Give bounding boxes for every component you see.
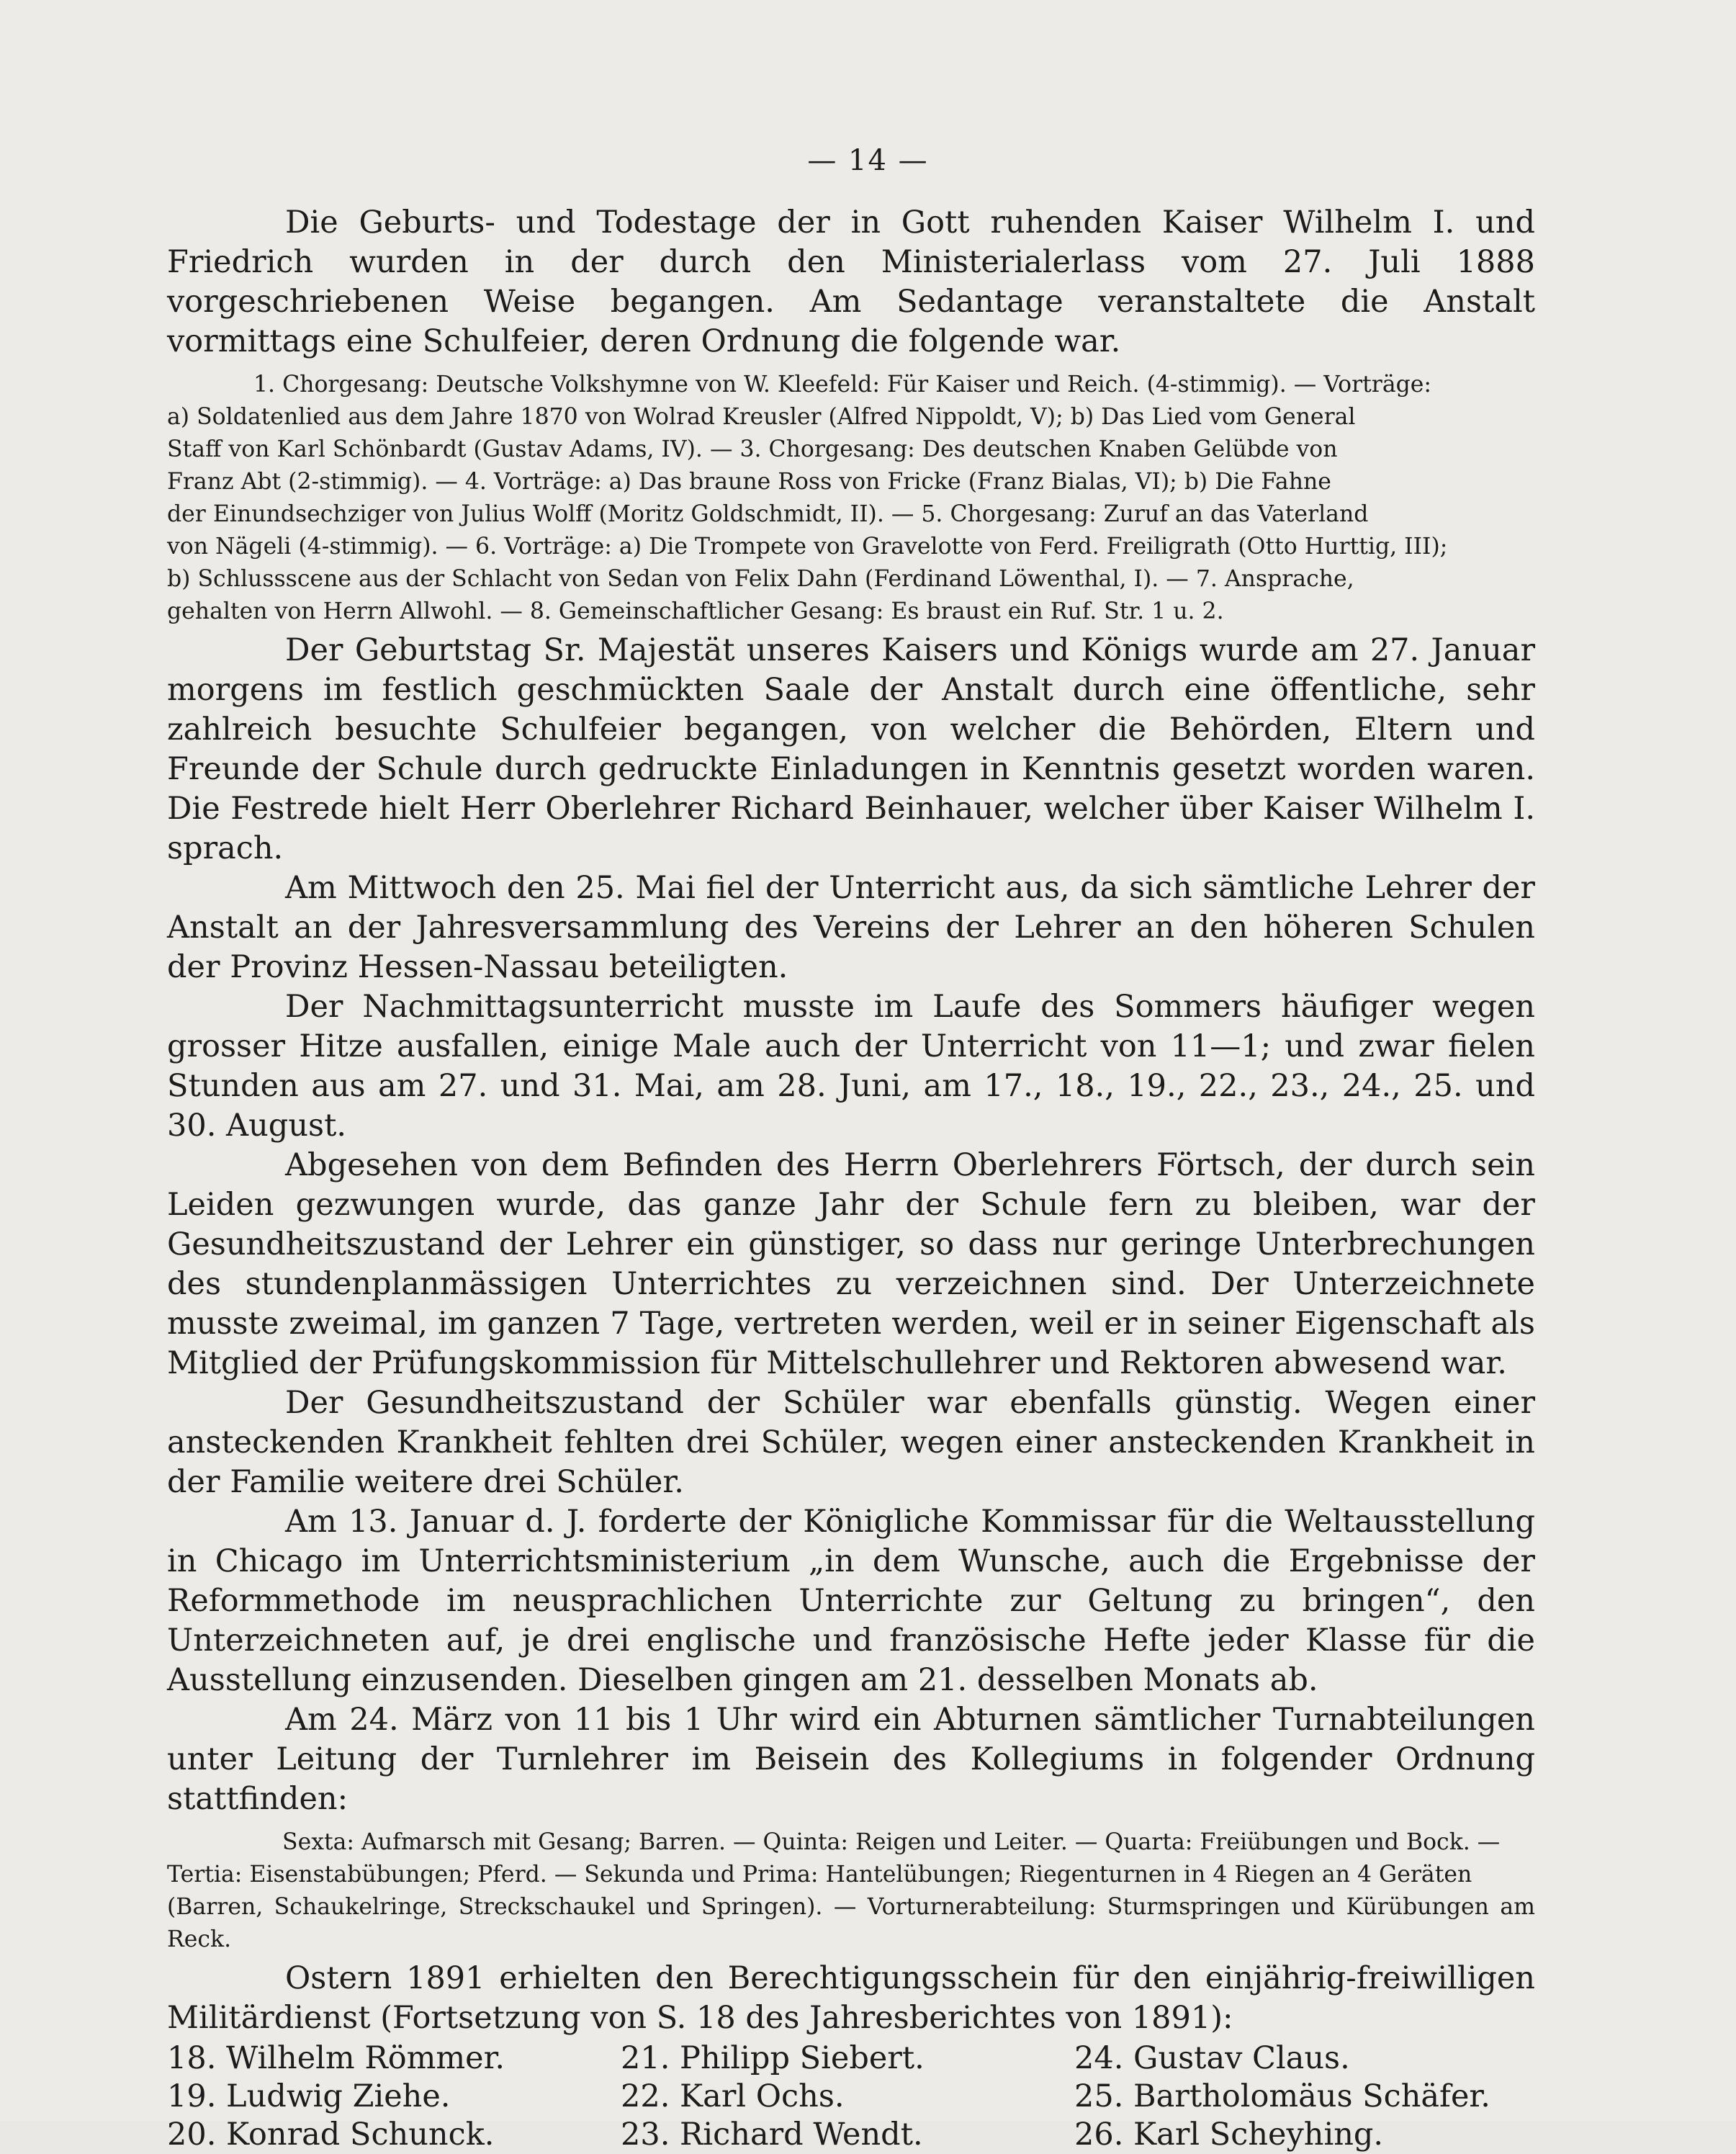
list-item: 20. Konrad Schunck. — [167, 2117, 495, 2153]
paragraph-kaisers-birthday: Der Geburtstag Sr. Majestät unseres Kaisers und Königs wurde am 27. Januar morgens im festlich geschmückten Saale der Anstalt durch eine öffentliche, sehr zahlreich besuchte Schulfeier begangen, von welcher die Behörden, Eltern und Freunde der Schule durch gedruckte Einladungen in Kenntnis gesetzt worden waren. Die Festrede hielt Herr Oberlehrer Richard Beinhauer, welcher über Kaiser Wilhelm I. sprach. — [167, 632, 1535, 866]
paragraph-military-service: Ostern 1891 erhielten den Berechtigungsschein für den einjährig-freiwilligen Militärdienst (Fortsetzung von S. 18 des Jahresberichtes von 1891): — [167, 1960, 1535, 2036]
list-item: 24. Gustav Claus. — [1074, 2040, 1350, 2076]
program-line: Franz Abt (2-stimmig). — 4. Vorträge: a) Das braune Ross von Fricke (Franz Bialas, VI); b) Die Fahne — [167, 469, 1331, 495]
paragraph-chicago-exhibition: Am 13. Januar d. J. forderte der Königliche Kommissar für die Weltausstellung in Chicago im Unterrichtsministerium „in dem Wunsche, auch die Ergebnisse der Reformmethode im neusprachlichen Unterrichte zur Geltung zu bringen“, den Unterzeichneten auf, je drei englische und französische Hefte jeder Klasse für die Ausstellung einzusenden. Dieselben gingen am 21. desselben Monats ab. — [167, 1504, 1535, 1698]
paragraph-birthdays: Die Geburts- und Todestage der in Gott ruhenden Kaiser Wilhelm I. und Friedrich wurden in der durch den Ministerialerlass vom 27. Juli 1888 vorgeschriebenen Weise begangen. Am Sedantage veranstaltete die Anstalt vormittags eine Schulfeier, deren Ordnung die folgende war. — [167, 205, 1535, 359]
program-line: (Barren, Schaukelringe, Streckschaukel und Springen). — Vorturnerabteilung: Sturmspringen und Kürübungen am Reck. — [167, 1894, 1535, 1952]
name-list — [167, 2039, 1535, 2154]
program-line: Staff von Karl Schönbardt (Gustav Adams, IV). — 3. Chorgesang: Des deutschen Knaben Gelübde von — [167, 436, 1338, 462]
list-item: 19. Ludwig Ziehe. — [167, 2078, 451, 2114]
program-line: Sexta: Aufmarsch mit Gesang; Barren. — Quinta: Reigen und Leiter. — Quarta: Freiübungen und Bock. — — [282, 1829, 1501, 1855]
list-item: 23. Richard Wendt. — [621, 2117, 923, 2153]
program-line: der Einundsechziger von Julius Wolff (Moritz Goldschmidt, II). — 5. Chorgesang: Zuruf an das Vaterland — [167, 501, 1369, 527]
turnen-program — [167, 1826, 1535, 1956]
program-line: von Nägeli (4-stimmig). — 6. Vorträge: a) Die Trompete von Gravelotte von Ferd. Freiligrath (Otto Hurttig, III); — [167, 534, 1448, 560]
paragraph-student-health: Der Gesundheitszustand der Schüler war ebenfalls günstig. Wegen einer ansteckenden Krankheit fehlten drei Schüler, wegen einer ansteckenden Krankheit in der Familie weitere drei Schüler. — [167, 1385, 1535, 1500]
paragraph-afternoon-classes: Der Nachmittagsunterricht musste im Laufe des Sommers häufiger wegen grosser Hitze ausfallen, einige Male auch der Unterricht von 11—1; und zwar fielen Stunden aus am 27. und 31. Mai, am 28. Juni, am 17., 18., 19., 22., 23., 24., 25. und 30. August. — [167, 989, 1535, 1144]
list-item: 18. Wilhelm Römmer. — [167, 2040, 505, 2076]
sedan-program — [167, 369, 1535, 628]
list-item: 21. Philipp Siebert. — [621, 2040, 925, 2076]
paragraph-teacher-health: Abgesehen von dem Befinden des Herrn Oberlehrers Förtsch, der durch sein Leiden gezwungen wurde, das ganze Jahr der Schule fern zu bleiben, war der Gesundheitszustand der Lehrer ein günstiger, so dass nur geringe Unterbrechungen des stundenplanmässigen Unterrichtes zu verzeichnen sind. Der Unterzeichnete musste zweimal, im ganzen 7 Tage, vertreten werden, weil er in seiner Eigenschaft als Mitglied der Prüfungskommission für Mittelschullehrer und Rektoren abwesend war. — [167, 1147, 1535, 1381]
program-line: Tertia: Eisenstabübungen; Pferd. — Sekunda und Prima: Hantelübungen; Riegenturnen in 4 Riegen an 4 Geräten — [167, 1862, 1472, 1888]
program-line: 1. Chorgesang: Deutsche Volkshymne von W. Kleefeld: Für Kaiser und Reich. (4-stimmig). — Vorträge: — [253, 372, 1432, 398]
program-line: gehalten von Herrn Allwohl. — 8. Gemeinschaftlicher Gesang: Es braust ein Ruf. Str. 1 u. 2. — [167, 598, 1224, 624]
page-number: — 14 — — [807, 144, 929, 177]
body-text — [167, 203, 1535, 2154]
list-item: 22. Karl Ochs. — [621, 2078, 845, 2114]
list-item: 26. Karl Scheyhing. — [1074, 2117, 1384, 2153]
list-item: 25. Bartholomäus Schäfer. — [1074, 2078, 1490, 2114]
program-line: b) Schlussscene aus der Schlacht von Sedan von Felix Dahn (Ferdinand Löwenthal, I). — 7. Ansprache, — [167, 566, 1354, 592]
paragraph-abturnen: Am 24. März von 11 bis 1 Uhr wird ein Abturnen sämtlicher Turnabteilungen unter Leitung der Turnlehrer im Beisein des Kollegiums in folgender Ordnung stattfinden: — [167, 1702, 1535, 1817]
paragraph-may-25: Am Mittwoch den 25. Mai fiel der Unterricht aus, da sich sämtliche Lehrer der Anstalt an der Jahresversammlung des Vereins der Lehrer an den höheren Schulen der Provinz Hessen-Nassau beteiligten. — [167, 870, 1535, 985]
program-line: a) Soldatenlied aus dem Jahre 1870 von Wolrad Kreusler (Alfred Nippoldt, V); b) Das Lied vom General — [167, 404, 1356, 430]
